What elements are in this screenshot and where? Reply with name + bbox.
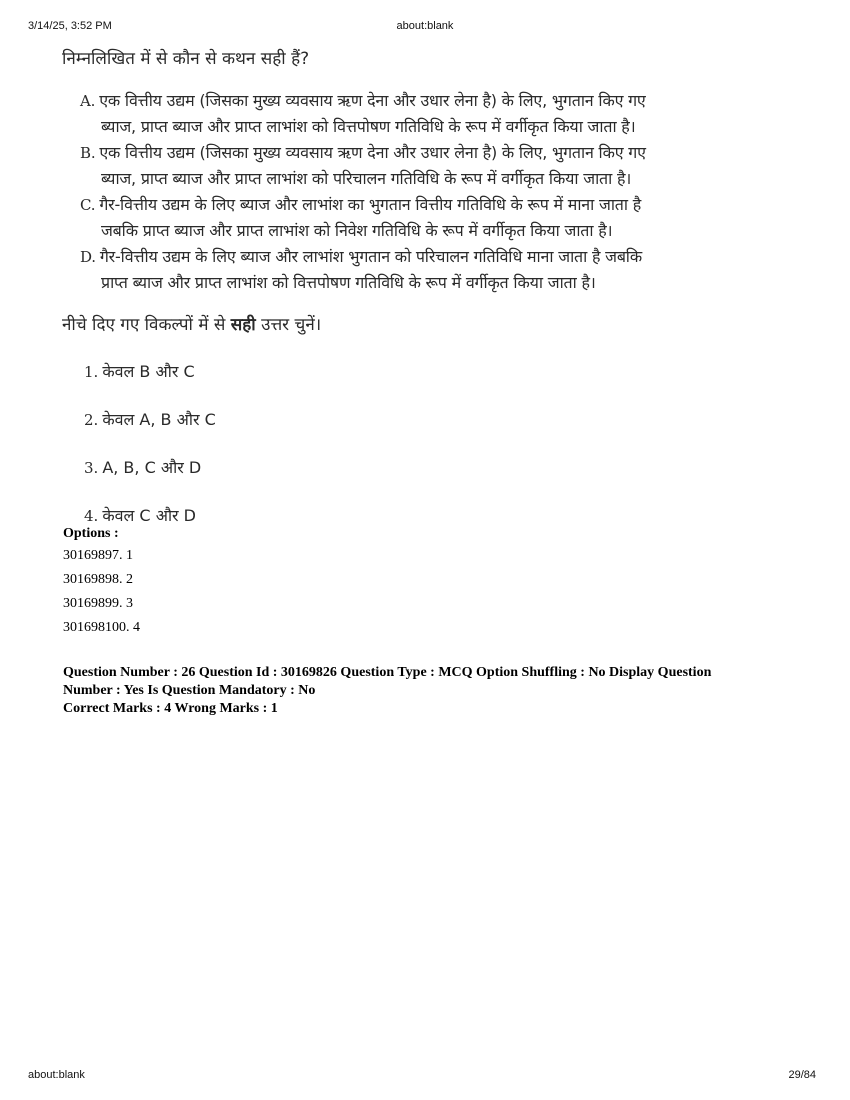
statement-b [80, 140, 820, 192]
choice-number: 2. [84, 411, 99, 429]
choice-1 [84, 360, 195, 382]
details-line-1: Question Number : 26 Question Id : 30169826 Question Type : MCQ Option Shuffling : No Display Question [63, 665, 712, 680]
choice-number: 3. [84, 459, 99, 477]
print-datetime: 3/14/25, 3:52 PM [28, 20, 112, 32]
statement-text-line2: ब्याज, प्राप्त ब्याज और प्राप्त लाभांश को परिचालन गतिविधि के रूप में वर्गीकृत किया जाता है। [101, 169, 632, 188]
choice-number: 1. [84, 363, 99, 381]
options-label: Options : [63, 526, 119, 541]
choice-number: 4. [84, 507, 99, 525]
details-line-2: Number : Yes Is Question Mandatory : No [63, 683, 316, 698]
option-id-3: 30169899. 3 [63, 596, 133, 611]
option-id-1: 30169897. 1 [63, 548, 133, 563]
statement-letter: D. [80, 248, 96, 266]
choice-text: A, B, C और D [102, 458, 202, 477]
instruction-emphasis: सही [230, 315, 256, 335]
statement-text-line2: प्राप्त ब्याज और प्राप्त लाभांश को वित्तपोषण गतिविधि के रूप में वर्गीकृत किया जाता है। [101, 273, 596, 292]
choice-text: केवल C और D [102, 506, 197, 525]
print-footer-url: about:blank [28, 1069, 85, 1081]
details-line-3: Correct Marks : 4 Wrong Marks : 1 [63, 701, 278, 716]
option-id-2: 30169898. 2 [63, 572, 133, 587]
statement-text-line1: एक वित्तीय उद्यम (जिसका मुख्य व्यवसाय ऋण देना और उधार लेना है) के लिए, भुगतान किए गए [99, 91, 646, 110]
statement-text-line1: एक वित्तीय उद्यम (जिसका मुख्य व्यवसाय ऋण देना और उधार लेना है) के लिए, भुगतान किए गए [99, 143, 646, 162]
statement-letter: C. [80, 196, 96, 214]
question-intro: निम्नलिखित में से कौन से कथन सही हैं? [62, 49, 310, 69]
print-header [0, 20, 850, 34]
print-header-url: about:blank [396, 20, 454, 32]
choice-2 [84, 408, 216, 430]
statement-text-line2: ब्याज, प्राप्त ब्याज और प्राप्त लाभांश को वित्तपोषण गतिविधि के रूप में वर्गीकृत किया जाता है। [101, 117, 636, 136]
choice-3 [84, 456, 201, 478]
choice-text: केवल A, B और C [102, 410, 216, 429]
statement-d [80, 244, 820, 296]
option-id-4: 301698100. 4 [63, 620, 140, 635]
statement-c [80, 192, 820, 244]
choice-4 [84, 504, 196, 526]
statement-text-line1: गैर-वित्तीय उद्यम के लिए ब्याज और लाभांश भुगतान को परिचालन गतिविधि माना जाता है जबकि [99, 247, 642, 266]
choice-text: केवल B और C [102, 362, 195, 381]
statement-text-line1: गैर-वित्तीय उद्यम के लिए ब्याज और लाभांश का भुगतान वित्तीय गतिविधि के रूप में माना जाता है [99, 195, 642, 214]
question-image [52, 40, 812, 525]
print-footer [0, 1069, 850, 1083]
statement-letter: B. [80, 144, 96, 162]
statement-a [80, 88, 820, 140]
answer-instruction: नीचे दिए गए विकल्पों में से सही उत्तर चुनें। [62, 315, 322, 335]
statement-letter: A. [80, 92, 96, 110]
statement-text-line2: जबकि प्राप्त ब्याज और प्राप्त लाभांश को निवेश गतिविधि के रूप में वर्गीकृत किया जाता है। [101, 221, 613, 240]
question-details [63, 664, 783, 718]
page-indicator: 29/84 [788, 1069, 816, 1081]
